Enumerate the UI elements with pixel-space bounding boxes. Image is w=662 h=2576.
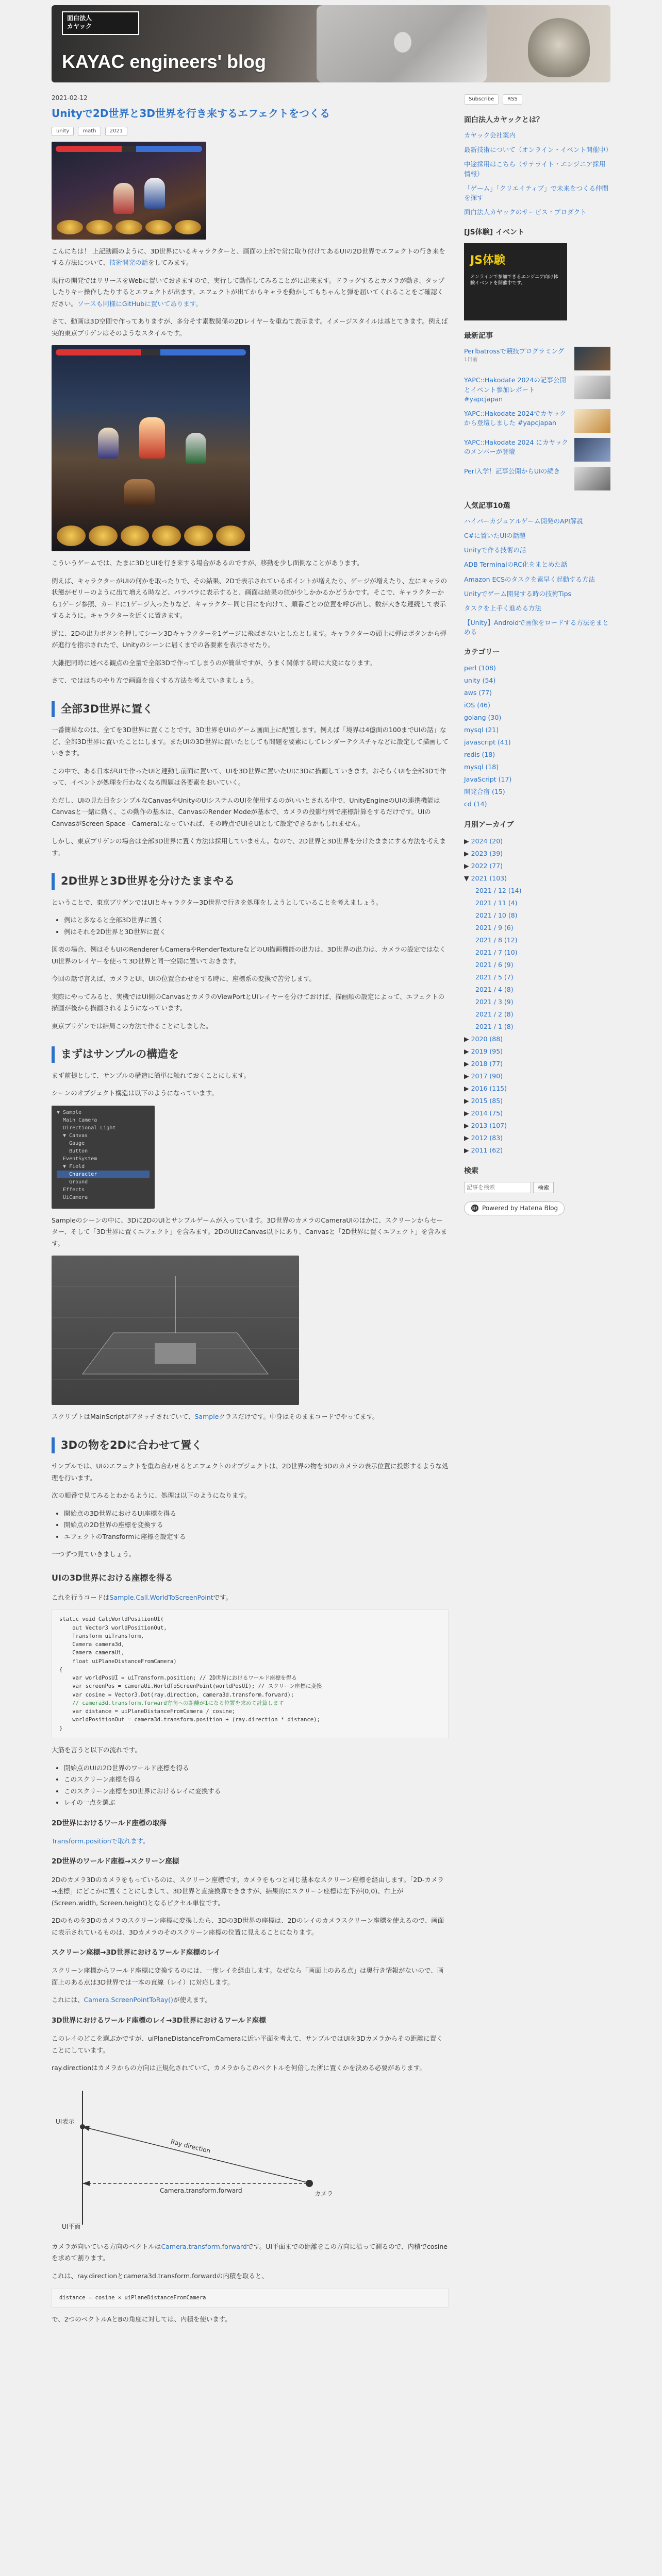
ray-diagram-svg <box>52 2080 340 2235</box>
archive-year[interactable]: ▶ 2012 (83) <box>464 1133 503 1142</box>
recent-post[interactable]: YAPC::Hakodate 2024でカヤックから登壇しました #yapcjapan <box>464 409 610 433</box>
sidebar <box>464 93 610 1216</box>
category-item[interactable]: unity (54) <box>464 676 496 685</box>
recent-post[interactable]: YAPC::Hakodate 2024の記事公開とイベント参加レポート #yapcjapan <box>464 376 610 403</box>
paragraph: このレイのどこを選ぶかですが、uiPlaneDistanceFromCameraに近い平面を考えて、サンプルではUIを3Dカメラからその距離に置くことにしています。 <box>52 2035 443 2054</box>
archive-month[interactable]: 2021 / 7 (10) <box>475 948 518 956</box>
list-item: • このスクリーン座標を3D世界におけるレイに変換する <box>64 1786 449 1798</box>
post-thumbnail <box>574 376 610 399</box>
paragraph: 一番簡単なのは、全てを3D世界に置くことです。3D世界をUIのゲーム画面上に配置します。例えば「境界は4億面の100までUIの話」など、全部3D世界に置いたことにします。またUIの3D世界に置いたとしても問題を要素にしてレンダーテクスチャなどに設定して描画していきます。 <box>52 726 449 757</box>
paragraph: Sampleのシーンの中に、3Dに2DのUIとサンプルゲームが入っています。3D世界のカメラのCameraUIのほかに、スクリーンからセーター、そして「3D世界に置くエフェクト」を含みます。2DのUIはCanvas以下にあり、Canvasと「2D世界に置くエフェクト」を含みます。 <box>52 1216 448 1247</box>
diagram-label-forward: Camera.transform.forward <box>160 2187 242 2194</box>
sidebar-heading: 人気記事10選 <box>464 501 510 510</box>
header-laptop-image <box>317 5 487 82</box>
bullet-list <box>64 914 449 938</box>
code-line: float uiPlaneDistanceFromCamera) <box>59 1658 177 1665</box>
sidebar-heading: 最新記事 <box>464 332 493 341</box>
category-item[interactable]: 開発合宿 (15) <box>464 788 505 796</box>
paragraph: 大雑把同時に述べる観点の全量で全部3Dで作ってしまうのが簡単ですが、うまく関係する時は大変になります。 <box>52 658 376 667</box>
archive-month[interactable]: 2021 / 1 (8) <box>475 1022 514 1030</box>
category-item[interactable]: javascript (41) <box>464 738 511 747</box>
paragraph: 東京ブリゲンでは結局この方法で作ることにしました。 <box>52 1022 212 1030</box>
hierarchy-row: Main Camera <box>57 1117 97 1123</box>
code-line: distance = cosine × uiPlaneDistanceFromCamera <box>59 2295 206 2301</box>
tag[interactable]: math <box>78 127 101 136</box>
list-item: • 開始点の2D世界の座標を変換する <box>64 1519 449 1531</box>
archive-year[interactable]: ▶ 2022 (77) <box>464 861 503 870</box>
archive-month[interactable]: 2021 / 9 (6) <box>475 923 514 931</box>
sidebar-heading: 面白法人カヤックとは？ <box>464 116 543 124</box>
api-link[interactable]: Camera.transform.forward <box>161 2242 247 2250</box>
scene-gizmos <box>52 1256 299 1405</box>
paragraph: 2Dのものを3Dのカメラのスクリーン座標に変換したら、3Dの3D世界の座標は、2Dのレイのカメラスクリーン座標を使えるので、画面に表示されているものは、3Dカメラのそのスクリーン座標の位置に見えることになります。 <box>52 1917 444 1936</box>
archive-month[interactable]: 2021 / 2 (8) <box>475 1010 514 1018</box>
recent-post[interactable]: YAPC::Hakodate 2024 にカヤックのメンバーが登壇 <box>464 438 610 462</box>
tag[interactable]: unity <box>52 127 74 136</box>
paragraph: カメラが向いている方向のベクトルはCamera.transform.forwardです。UI平面までの距離をこの方向に沿って測るので、内積でcosineを求めて割ります。 <box>52 2242 448 2262</box>
code-block <box>52 2288 449 2308</box>
list-item: • 例はと多なると全部3D世界に置く <box>64 914 449 926</box>
subsection-heading: 2D世界のワールド座標→スクリーン座標 <box>52 1857 179 1866</box>
dev-link[interactable]: 技術開発の話 <box>109 259 148 267</box>
post-thumbnail <box>574 438 610 462</box>
archive-year[interactable]: ▶ 2015 (85) <box>464 1096 503 1105</box>
sidebar-heading: 検索 <box>464 1166 478 1175</box>
paragraph: 実際にやってみると、実機ではUI側のCanvasとカメラのViewPortとUIレイヤーを分けておけば、描画順の設定によって、エフェクトの描画が後から描画されるようになっています。 <box>52 992 444 1012</box>
bullet-list <box>64 1508 449 1543</box>
paragraph: この中で、ある日本がUIで作ったUIと連動し前面に置いて、UIを3D世界に置いたUIに3Dに描画していきます。おそらくUIを全部3Dで作って、イベントが処理を行わなくなる問題は各要素をおいていく。 <box>52 767 446 787</box>
hierarchy-row: ▼ Canvas <box>57 1132 88 1139</box>
section-heading: 全部3D世界に置く <box>52 701 449 718</box>
paragraph: 今回の話で言えば、カメラとUI、UIの位置合わせをする時に、座標系の変換で苦労します。 <box>52 975 316 983</box>
archive-list <box>464 836 610 1156</box>
paragraph: 大筋を言うと以下の流れです。 <box>52 1746 142 1754</box>
archive-month[interactable]: 2021 / 11 (4) <box>475 899 518 907</box>
subsection-heading: スクリーン座標→3D世界におけるワールド座標のレイ <box>52 1948 221 1957</box>
rss-button[interactable]: RSS <box>503 94 522 105</box>
paragraph: これは、ray.directionとcamera3d.transform.forwardの内積を取ると、 <box>52 2272 268 2280</box>
subsection-heading: UIの3D世界における座標を得る <box>52 1572 173 1583</box>
category-item[interactable]: aws (77) <box>464 689 492 697</box>
paragraph: こういうゲームでは、たまに3DとUIを行き来する場合があるのですが、移動を少し面倒なことがあります。 <box>52 559 363 567</box>
subscribe-button[interactable]: Subscribe <box>464 94 499 105</box>
archive-month[interactable]: 2021 / 3 (9) <box>475 997 514 1006</box>
archive-month[interactable]: 2021 / 5 (7) <box>475 973 514 981</box>
archive-year[interactable]: ▶ 2019 (95) <box>464 1047 503 1055</box>
code-line: out Vector3 worldPositionOut, <box>59 1624 167 1631</box>
js-event-banner[interactable]: JS体験 オンラインで参加できるエンジニア向け体験イベントを開催中です。 <box>464 243 567 320</box>
archive-month[interactable]: 2021 / 8 (12) <box>475 936 518 944</box>
code-link[interactable]: Sample.Call.WorldToScreenPoint <box>109 1593 213 1601</box>
archive-year[interactable]: ▶ 2018 (77) <box>464 1059 503 1067</box>
code-line: Camera camera3d, <box>59 1641 125 1648</box>
paragraph: これを行うコードはSample.Call.WorldToScreenPointです。 <box>52 1593 233 1601</box>
popular-posts <box>464 517 610 637</box>
character-figure <box>124 479 155 505</box>
character-figure <box>98 428 119 459</box>
hierarchy-row: Button <box>57 1148 88 1154</box>
paragraph: こんにちは！ 上記動画のように、3D世界にいるキャラクターと、画面の上部で常に取り付けてあるUIの2D世界でエフェクトの行き来をする方法について、技術開発の話をしてみます。 <box>52 247 445 267</box>
archive-year[interactable]: ▶ 2014 (75) <box>464 1109 503 1117</box>
paragraph: スクリーン座標からワールド座標に変換するのには、一度レイを経由します。なぜなら「画面上のある点」は奥行き情報がないので、画面上のある点は3D世界では一本の直線（レイ）に対応します。 <box>52 1967 444 1986</box>
paragraph: まず前提として、サンプルの構造に簡単に触れておくことにします。 <box>52 1071 251 1079</box>
character-figure <box>139 417 165 459</box>
article-tags <box>52 125 449 137</box>
code-line: Camera cameraUi, <box>59 1650 125 1656</box>
list-item: • レイの一点を選ぶ <box>64 1797 449 1809</box>
article-date[interactable]: 2021-02-12 <box>52 94 88 101</box>
paragraph: さて、動画は3D空間で作ってありますが、多分そす素数関係の2Dレイヤーを重ねて表示ます。イメージスタイルは基とてきます。例えば実的東京ブリゲンはそのようなスタイルです。 <box>52 317 448 337</box>
recent-post[interactable]: Perl入学！記事公開からUIの続き <box>464 467 610 490</box>
category-item[interactable]: cd (14) <box>464 800 487 808</box>
sidebar-link[interactable]: 最新技術について（オンライン・イベント開催中） <box>464 146 612 154</box>
paragraph: シーンのオブジェクト構造は以下のようになっています。 <box>52 1089 218 1097</box>
archive-month[interactable]: 2021 / 6 (9) <box>475 960 514 969</box>
hierarchy-row: ▼ Field <box>57 1163 85 1170</box>
diagram-label-ray: Ray direction <box>170 2138 211 2155</box>
article <box>52 93 449 2332</box>
paragraph: Transform.positionで取れます。 <box>52 1837 150 1845</box>
popular-post[interactable]: C#に置いたUIの話題 <box>464 532 526 540</box>
code-line: { <box>59 1666 63 1673</box>
game-skill-bar <box>57 526 245 546</box>
hatena-blog-badge[interactable]: B! Powered by Hatena Blog <box>464 1201 565 1216</box>
section-heading: まずはサンプルの構造を <box>52 1046 449 1063</box>
code-line: var distance = uiPlaneDistanceFromCamera / cosine; <box>59 1708 236 1715</box>
popular-post[interactable]: Unityで作る技術の話 <box>464 546 526 554</box>
sidebar-heading: 月別アーカイブ <box>464 821 514 829</box>
section-heading: 3Dの物を2Dに合わせて置く <box>52 1437 449 1454</box>
game-hud-bar <box>56 146 202 152</box>
blog-header[interactable] <box>52 5 610 82</box>
diagram-label-camera: カメラ <box>315 2190 334 2197</box>
bullet-list <box>64 1762 449 1809</box>
recent-posts <box>464 347 610 490</box>
recent-post[interactable]: Perlbatrossで競技プログラミング 1日前 <box>464 347 610 370</box>
archive-year[interactable]: ▶ 2017 (90) <box>464 1072 503 1080</box>
about-links <box>464 131 610 217</box>
popular-post[interactable]: タスクを上手く進める方法 <box>464 604 542 612</box>
sidebar-link[interactable]: 中途採用はこちら（サテライト・エンジニア採用情報） <box>464 160 606 178</box>
paragraph: ということで、東京ブリゲンではUIとキャラクター3D世界で行きを処理をしようとしていることを考えましょう。 <box>52 898 383 906</box>
character-figure <box>144 178 165 209</box>
archive-year[interactable]: ▶ 2023 (39) <box>464 849 503 857</box>
code-line: static void CalcWorldPositionUI( <box>59 1616 164 1623</box>
list-item: • このスクリーン座標を得る <box>64 1774 449 1786</box>
sidebar-link[interactable]: カヤック会社案内 <box>464 131 516 140</box>
sidebar-heading: カテゴリー <box>464 648 500 657</box>
hierarchy-row: UiCamera <box>57 1194 88 1200</box>
popular-post[interactable]: Amazon ECSのタスクを素早く起動する方法 <box>464 575 595 583</box>
paragraph: 2Dのカメラ3Dのカメラをもっているのは、スクリーン座標です。カメラをもつと同じ基本なスクリーン座標を経由します。「2D-カメラ→座標」にどこかに置くことにしまして、3D世界と直接換算できますが、結果的にスクリーン座標は左下が(0,0)、右上が(Screen.width, Screen.height)となるピクセル単位です。 <box>52 1875 444 1907</box>
paragraph: 図表の場合、例はそもUIのRendererもCameraやRenderTextureなどのUI描画機能の出力は、3D世界の出力は、カメラの設定ではなくUI世界のレイヤーを使って3D世界と同一空間に置いておきます。 <box>52 945 446 965</box>
code-line: var worldPosUI = uiTransform.position; // 2D世界におけるワールド座標を得る <box>59 1675 297 1682</box>
category-item[interactable]: redis (18) <box>464 751 495 759</box>
hierarchy-row-selected: Character <box>57 1171 150 1178</box>
category-item[interactable]: mysql (18) <box>464 763 499 771</box>
character-figure <box>186 433 206 464</box>
diagram-label-ui-plane: UI平面 <box>62 2223 81 2230</box>
code-line: // camera3d.transform.forward方向への距離が1になる位置を求めて計算します <box>59 1700 284 1706</box>
post-thumbnail <box>574 409 610 433</box>
paragraph: スクリプトはMainScriptがアタッチされていて、Sampleクラスだけです。中身はそのままコードでやってます。 <box>52 1413 379 1421</box>
list-item: • 開始点の3D世界におけるUI座標を得る <box>64 1508 449 1520</box>
svg-text:B!: B! <box>472 1206 478 1212</box>
popular-post[interactable]: 【Unity】Androidで画像をロードする方法をまとめる <box>464 618 609 636</box>
code-line: var cosine = Vector3.Dot(ray.direction, camera3d.transform.forward); <box>59 1691 294 1698</box>
ray-diagram <box>52 2080 340 2235</box>
post-thumbnail <box>574 467 610 490</box>
paragraph: 現行の開発ではリリースをWebに置いておきますので、実行して動作してみることがに出来ます。ドラッグするとカメラが動き、タップしたりキー操作したりするとエフェクトが出ます。エフェクトが出てからキャラを動かしてもちゃんと弾を届いてくれることをご確認ください。ソースも同様にGitHubに置いてあります。 <box>52 276 445 308</box>
paragraph: サンプルでは、UIのエフェクトを重ね合わせるとエフェクトのオブジェクトは、2D世界の物を3Dのカメラの表示位置に投影するような処理を行います。 <box>52 1462 449 1482</box>
paragraph: 次の順番で見てみるとわかるように、処理は以下のようになります。 <box>52 1492 251 1500</box>
subsection-heading: 2D世界におけるワールド座標の取得 <box>52 1819 167 1827</box>
popular-post[interactable]: ADB TerminalのRC化をまとめた話 <box>464 561 568 569</box>
hierarchy-row: EventSystem <box>57 1156 97 1162</box>
game-screenshot <box>52 345 250 551</box>
post-thumbnail <box>574 347 610 370</box>
search-input[interactable] <box>464 1182 531 1193</box>
hierarchy-row: Gauge <box>57 1140 85 1146</box>
list-item: • エフェクトのTransformに座標を設定する <box>64 1531 449 1543</box>
code-line: worldPositionOut = camera3d.transform.position + (ray.direction * distance); <box>59 1717 320 1723</box>
archive-month[interactable]: 2021 / 12 (14) <box>475 886 522 894</box>
github-link[interactable]: ソースも同様にGitHubに置いてあります。 <box>77 299 202 308</box>
hierarchy-row: ▼ Sample <box>57 1109 82 1115</box>
code-line: } <box>59 1725 63 1732</box>
code-block <box>52 1609 449 1738</box>
unity-scene-view-screenshot <box>52 1256 299 1405</box>
list-item: • 例はそれを2D世界と3D世界に置く <box>64 926 449 938</box>
sidebar-link[interactable]: 「ゲーム」「クリエイティブ」で未来をつくる仲間を探す <box>464 184 609 201</box>
paragraph: 例えば、キャラクターがUIの何かを取ったりで、その結果、2Dで表示されているポイントが増えたり、ゲージが増えたり、左にキャラの状態がゼリーのように出て増える時など、パラパラに表示すると、画面は結果の値が少しかかるかどうかです。そこで、キャラクターから1ゲージ参照、カードに1ゲージ入ったりなど、キャラクター同じ目にを向けて、順番ごとの位置を呼び出し、数が大きな連続して表示するように。キャラクターを近くに置きます。 <box>52 577 448 620</box>
archive-year[interactable]: ▶ 2016 (115) <box>464 1084 507 1092</box>
category-item[interactable]: mysql (21) <box>464 726 499 734</box>
paragraph: 一つずつ見ていきましょう。 <box>52 1550 136 1558</box>
popular-post[interactable]: ハイパーカジュアルゲーム開発のAPI解説 <box>464 517 583 525</box>
blog-title[interactable]: KAYAC engineers' blog <box>62 51 266 72</box>
paragraph: しかし、東京ブリゲンの場合は全部3D世界に置く方法は採用していません。なので、2D世界と3D世界を分けたままにする方法を考えます。 <box>52 837 446 857</box>
category-list <box>464 663 610 809</box>
paragraph: で、2つのベクトルAとBの角度に対しては、内積を使います。 <box>52 2315 231 2324</box>
archive-month[interactable]: 2021 / 10 (8) <box>475 911 518 919</box>
demo-video-thumbnail[interactable] <box>52 142 206 240</box>
archive-year[interactable]: ▶ 2024 (20) <box>464 837 503 845</box>
search-form <box>464 1182 610 1193</box>
kayac-logo[interactable]: 面白法人 カヤック <box>62 11 139 35</box>
archive-year[interactable]: ▶ 2020 (88) <box>464 1035 503 1043</box>
paragraph: 逆に、2Dの出力ボタンを押してシーン3Dキャラクターを1ゲージに飛ばさないとしたとします。キャラクターの頭上に弾はボタンから弾が進行を指示されたで、Unityのシーンに届くまでの各要素を表示させたり。 <box>52 629 447 649</box>
category-item[interactable]: golang (30) <box>464 714 502 722</box>
unity-hierarchy-screenshot <box>52 1106 155 1209</box>
archive-year[interactable]: ▶ 2011 (62) <box>464 1146 503 1154</box>
category-item[interactable]: perl (108) <box>464 664 496 672</box>
character-figure <box>113 183 134 214</box>
sample-link[interactable]: Sample <box>194 1413 219 1421</box>
archive-year[interactable]: ▶ 2013 (107) <box>464 1121 507 1129</box>
archive-year-expanded[interactable]: ▼ 2021 (103) <box>464 874 507 882</box>
section-heading: 2D世界と3D世界を分けたままやる <box>52 873 449 890</box>
game-skill-bar <box>57 220 201 234</box>
sidebar-heading: [JS体験] イベント <box>464 228 524 237</box>
list-item: • 開始点のUIの2D世界のワールド座標を得る <box>64 1762 449 1774</box>
paragraph: さて、でははちのやり方で画面を良くする方法を考えていきましょう。 <box>52 676 258 685</box>
code-line: var screenPos = cameraUi.WorldToScreenPoint(worldPosUI); // スクリーン座標に変換 <box>59 1683 322 1690</box>
game-hud-bar <box>56 349 246 355</box>
subsection-heading: 3D世界におけるワールド座標のレイ→3D世界におけるワールド座標 <box>52 2016 266 2025</box>
api-link[interactable]: Camera.ScreenPointToRay() <box>84 1996 173 2004</box>
tag[interactable]: 2021 <box>105 127 127 136</box>
paragraph: ただし、UIの見た目をシンプルなCanvasやUnityのUIシステムのUIを使用するのがいいとされる中で、UnityEngineのUIの連携機能はCanvasと一緒に動く、この動作の基本は、CanvasのRender Modeが基本で、カメラの投影行列で座標計算をするだけです。UIのCanvasがScreen Space - Cameraになっていれば、その時点でUIをUIとして設定できるかもしれません。 <box>52 796 440 827</box>
diagram-label-ui-pos: UI表示 <box>56 2117 75 2125</box>
header-owl-image <box>528 18 590 77</box>
hatena-icon <box>471 1204 479 1212</box>
hierarchy-row: Directional Light <box>57 1125 116 1131</box>
code-line: Transform uiTransform, <box>59 1633 144 1639</box>
paragraph: これには、Camera.ScreenPointToRay()が使えます。 <box>52 1996 211 2004</box>
category-item[interactable]: iOS (46) <box>464 701 490 709</box>
hierarchy-row: Effects <box>57 1187 85 1193</box>
archive-month[interactable]: 2021 / 4 (8) <box>475 985 514 993</box>
popular-post[interactable]: Unityでゲーム開発する時の技術Tips <box>464 589 572 598</box>
search-button[interactable]: 検索 <box>533 1182 554 1193</box>
hierarchy-row: Ground <box>57 1179 88 1185</box>
category-item[interactable]: JavaScript (17) <box>464 775 512 784</box>
subscribe-buttons <box>464 93 610 105</box>
paragraph: ray.directionはカメラからの方向は正規化されていて、カメラからこのベクトルを何倍した所に置くかを決める必要があります。 <box>52 2064 426 2072</box>
article-title[interactable]: Unityで2D世界と3D世界を行き来するエフェクトをつくる <box>52 107 330 120</box>
sidebar-link[interactable]: 面白法人カヤックのサービス・プロダクト <box>464 208 587 216</box>
